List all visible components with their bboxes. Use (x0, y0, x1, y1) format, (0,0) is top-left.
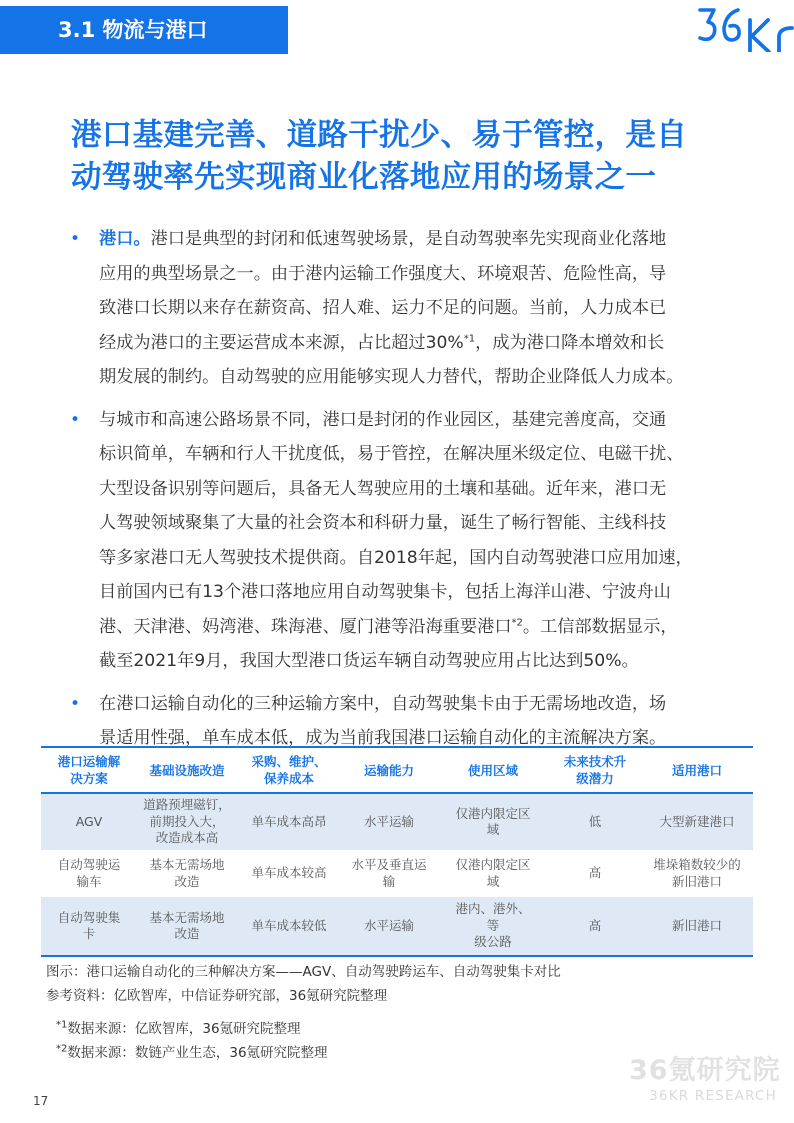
heading-line-2: 动驾驶率先实现商业化落地应用的场景之一 (71, 160, 657, 195)
heading-line-1: 港口基建完善、道路干扰少、易于管控，是自 (71, 118, 687, 153)
table-cell: 低 (549, 793, 641, 850)
table-row (41, 793, 753, 850)
paragraph-line: 等多家港口无人驾驶技术提供商。自2018年起，国内自动驾驶港口应用加速， (99, 547, 693, 568)
paragraph-line: 目前国内已有13个港口落地应用自动驾驶集卡，包括上海洋山港、宁波舟山 (99, 582, 671, 602)
table-cell: 水平运输 (341, 793, 437, 850)
bullet-dot-icon: • (70, 409, 81, 430)
paragraph-line: 应用的典型场景之一。由于港内运输工作强度大、环境艰苦、危险性高，导 (99, 263, 667, 284)
table-cell: 高 (588, 865, 602, 881)
paragraph-text: ，成为港口降本增效和长 (475, 332, 665, 353)
table-cell: 高 (549, 897, 641, 956)
paragraph-text: 。工信部数据显示， (522, 616, 678, 637)
table-cell: 自动驾驶运 输车 (57, 857, 121, 889)
bullet-dot-icon: • (70, 229, 81, 249)
paragraph-line: 景适用性强，单车成本低，成为当前我国港口运输自动化的主流解决方案。 (99, 728, 667, 748)
table-source: 参考资料：亿欧智库，中信证券研究部，36氪研究院整理 (46, 988, 388, 1004)
footnote-marker: *2 (56, 1043, 68, 1055)
footnote-text: 数据来源：亿欧智库，36氪研究院整理 (67, 1021, 301, 1037)
paragraph-text: 经成为港口的主要运营成本来源，占比超过30% (99, 332, 464, 353)
table-cell: 基本无需场地 改造 (149, 857, 225, 889)
paragraph-line (99, 610, 750, 645)
table-cell: 单车成本高昂 (237, 793, 341, 850)
column-header: 港口运输解 决方案 (41, 747, 137, 793)
solutions-comparison-table (41, 746, 753, 957)
watermark-en: 36KR RESEARCH (649, 1088, 777, 1104)
table-cell: AGV (41, 793, 137, 850)
table-cell: 水平运输 (341, 897, 437, 956)
table-caption: 图示：港口运输自动化的三种解决方案——AGV、自动驾驶跨运车、自动驾驶集卡对比 (46, 964, 561, 980)
paragraph-line (99, 222, 750, 257)
footnote-marker: *2 (511, 616, 523, 628)
table-cell: 港内、港外、 等 级公路 (437, 897, 549, 956)
table-cell: 单车成本较高 (251, 865, 327, 881)
page-number: 17 (33, 1094, 49, 1108)
footnote-marker: *1 (56, 1019, 68, 1031)
watermark (629, 1055, 781, 1106)
table-header-row (41, 747, 753, 793)
36kr-logo (692, 2, 794, 52)
table-cell: 道路预埋磁钉， 前期投入大， 改造成本高 (137, 793, 237, 850)
table-cell: 新旧港口 (641, 897, 753, 956)
paragraph-text: 港、天津港、妈湾港、珠海港、厦门港等沿海重要港口 (99, 616, 512, 637)
column-header: 基础设施改造 (137, 747, 237, 793)
table-row (41, 850, 753, 897)
bullet-item-closed-park (70, 403, 750, 679)
table-cell: 仅港内限定区 域 (437, 793, 549, 850)
paragraph-line (99, 326, 750, 361)
paragraph-line: 与城市和高速公路场景不同，港口是封闭的作业园区，基建完善度高，交通 (99, 409, 667, 430)
table-cell: 大型新建港口 (641, 793, 753, 850)
column-header: 适用港口 (641, 747, 753, 793)
bullet-list (70, 222, 750, 764)
footnote-text: 数据来源：数链产业生态，36氪研究院整理 (67, 1045, 328, 1061)
paragraph-text: 港口是典型的封闭和低速驾驶场景，是自动驾驶率先实现商业化落地 (150, 229, 667, 249)
section-title: 3.1 物流与港口 (58, 18, 208, 42)
table-cell: 水平及垂直运 输 (351, 857, 427, 889)
watermark-cn: 36氪研究院 (629, 1055, 781, 1086)
paragraph-line: 人驾驶领域聚集了大量的社会资本和科研力量，诞生了畅行智能、主线科技 (99, 513, 667, 533)
footnote-2 (56, 1042, 328, 1064)
column-header: 使用区域 (437, 747, 549, 793)
footnote-marker: *1 (463, 332, 476, 344)
bullet-lead: 港口。 (99, 229, 151, 249)
paragraph-line: 期发展的制约。自动驾驶的应用能够实现人力替代，帮助企业降低人力成本。 (99, 367, 684, 387)
table-cell: 单车成本较低 (237, 897, 341, 956)
paragraph-line: 大型设备识别等问题后，具备无人驾驶应用的土壤和基础。近年来，港口无 (99, 478, 667, 499)
paragraph-line: 在港口运输自动化的三种运输方案中，自动驾驶集卡由于无需场地改造，场 (99, 693, 667, 714)
table-row (41, 897, 753, 956)
column-header: 未来技术升 级潜力 (549, 747, 641, 793)
column-header: 采购、维护、 保养成本 (237, 747, 341, 793)
footnote-1 (56, 1018, 301, 1040)
page-heading (71, 115, 751, 199)
paragraph-line: 截至2021年9月，我国大型港口货运车辆自动驾驶应用占比达到50%。 (99, 651, 639, 671)
paragraph-line: 标识简单，车辆和行人干扰度低，易于管控，在解决厘米级定位、电磁干扰、 (99, 444, 684, 464)
bullet-dot-icon: • (70, 693, 81, 714)
table-cell: 堆垛箱数较少的 新旧港口 (653, 857, 741, 889)
column-header: 运输能力 (341, 747, 437, 793)
table-cell: 自动驾驶集 卡 (41, 897, 137, 956)
paragraph-line: 致港口长期以来存在薪资高、招人难、运力不足的问题。当前，人力成本已 (99, 298, 667, 318)
bullet-item-port (70, 222, 750, 395)
table-cell: 仅港内限定区 域 (455, 857, 531, 889)
table-cell: 基本无需场地 改造 (137, 897, 237, 956)
